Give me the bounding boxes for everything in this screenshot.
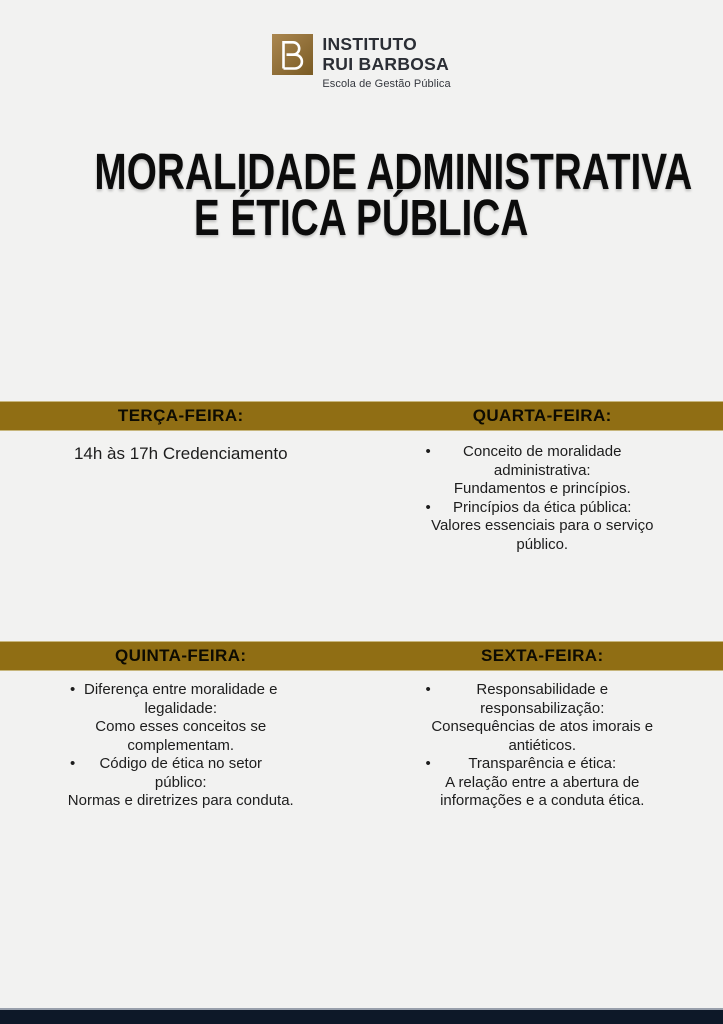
bullet-icon: • [70,681,76,698]
bullet-icon: • [425,443,431,460]
footer-bar [0,1008,723,1024]
bullet-icon: • [425,498,431,516]
item-heading: Diferença entre moralidade e legalidade: [84,681,278,717]
bullet-icon: • [425,681,431,698]
content-row-1 [0,440,723,554]
schedule-item [0,755,362,811]
item-description: A relação entre a abertura de informações e a conduta ética. [440,773,645,809]
schedule-item [362,499,723,555]
sexta-content [362,678,723,811]
logo [0,34,723,90]
content-row-2 [0,678,723,811]
terca-content [0,440,362,554]
day-header-sexta: SEXTA-FEIRA: [480,646,604,665]
item-heading: Transparência e ética: [468,755,617,772]
day-header-quarta: QUARTA-FEIRA: [472,406,612,425]
logo-text [322,34,450,90]
item-heading: Princípios da ética pública: [453,498,632,516]
item-description: Consequências de atos imorais e antiéticos. [431,718,654,754]
schedule-item [362,755,723,811]
bullet-icon: • [425,755,431,772]
schedule-item [0,443,362,465]
logo-name-line1: INSTITUTO [322,34,418,54]
item-heading: 14h às 17h [73,444,159,463]
page-title-line1: MORALIDADE ADMINISTRATIVA [94,143,693,200]
item-heading: Responsabilidade e responsabilização: [476,681,609,717]
page-title [0,143,723,246]
day-band-row2 [0,641,723,671]
day-header-quinta: QUINTA-FEIRA: [115,646,247,665]
page-title-line2: E ÉTICA PÚBLICA [194,189,529,246]
day-header-terca: TERÇA-FEIRA: [117,406,244,425]
quarta-content [362,440,723,554]
logo-name-line2: RUI BARBOSA [322,53,450,74]
bullet-icon: • [70,755,76,772]
logo-b-icon [272,34,313,75]
item-heading: Código de ética no setor público: [99,755,263,791]
quinta-content [0,678,362,811]
logo-subtitle: Escola de Gestão Pública [322,78,451,90]
schedule-item [362,681,723,755]
item-heading: Conceito de moralidade administrativa: [463,443,622,479]
schedule-item [362,443,723,499]
item-description: Credenciamento [162,444,288,463]
item-description: Valores essenciais para o serviço público. [431,517,654,553]
item-description: Fundamentos e princípios. [453,480,631,497]
item-description: Como esses conceitos se complementam. [95,718,267,754]
item-description: Normas e diretrizes para conduta. [67,792,294,809]
schedule-item [0,681,362,755]
day-band-row1 [0,401,723,431]
